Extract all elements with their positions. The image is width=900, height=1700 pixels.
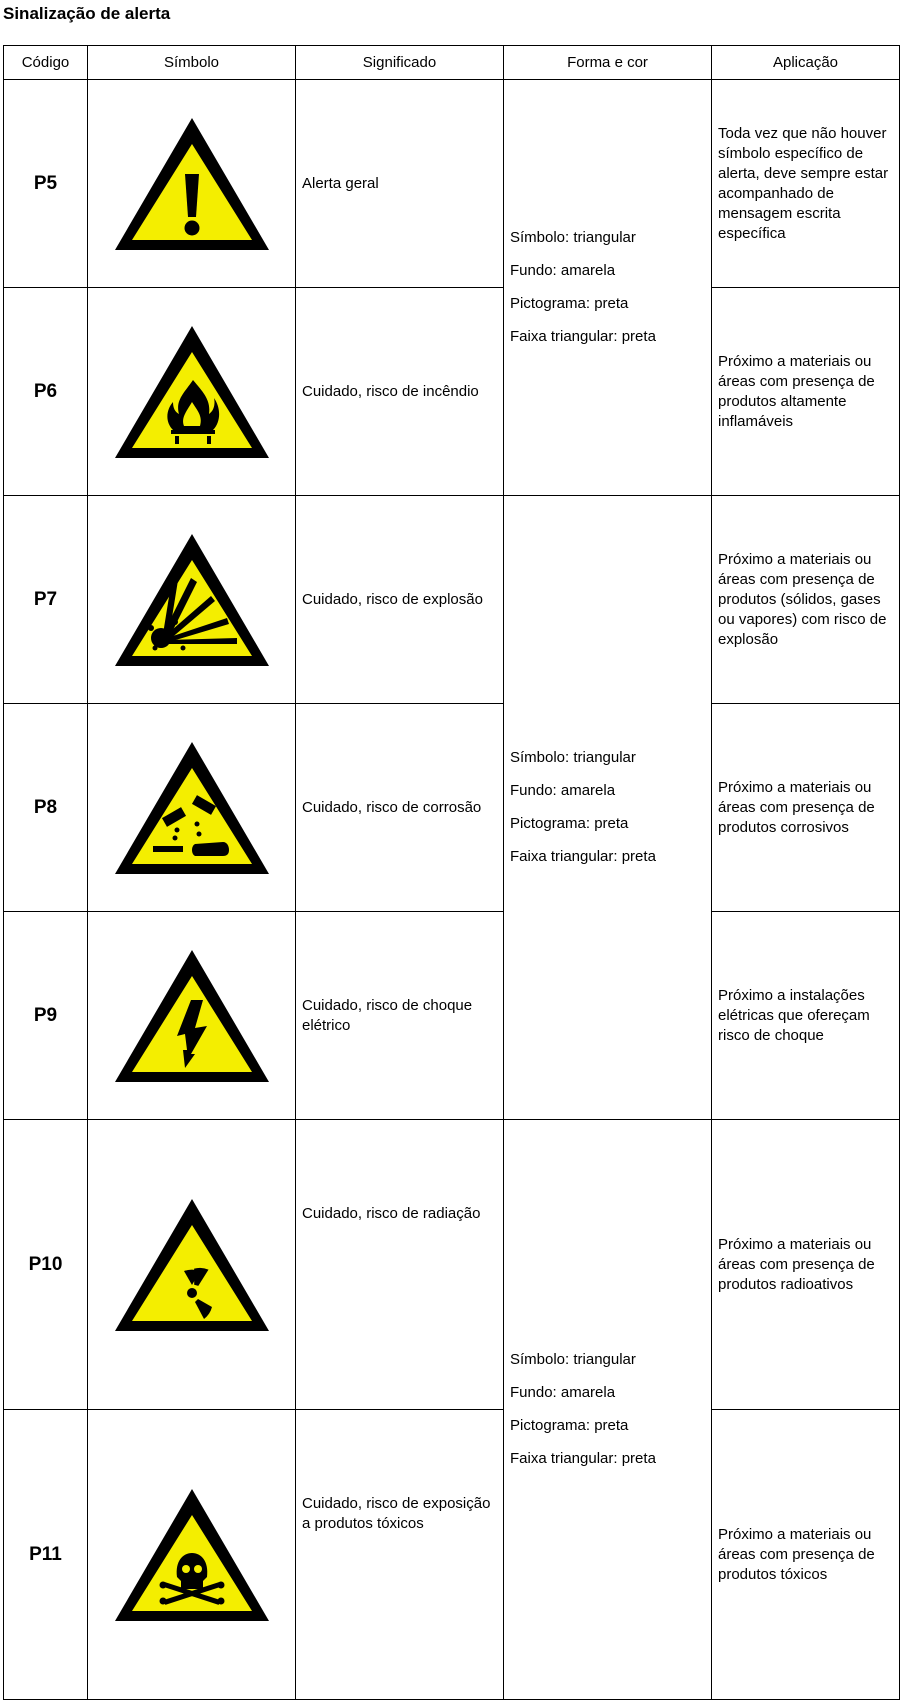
table-row	[4, 80, 900, 288]
sign-application: Próximo a materiais ou áreas com presença de produtos radioativos	[712, 1120, 900, 1410]
form-line: Pictograma: preta	[510, 295, 629, 312]
sign-meaning: Cuidado, risco de radiação	[296, 1120, 504, 1410]
sign-code: P8	[4, 704, 88, 912]
sign-symbol-cell	[88, 288, 296, 496]
sign-symbol-cell	[88, 704, 296, 912]
sign-symbol-cell	[88, 1410, 296, 1700]
sign-meaning: Cuidado, risco de choque elétrico	[296, 912, 504, 1120]
header-symbol: Símbolo	[88, 46, 296, 80]
form-line: Símbolo: triangular	[510, 229, 636, 246]
form-line: Símbolo: triangular	[510, 749, 636, 766]
form-line: Faixa triangular: preta	[510, 848, 656, 865]
header-meaning: Significado	[296, 46, 504, 80]
header-row	[4, 46, 900, 80]
sign-symbol-cell	[88, 496, 296, 704]
lightning-bolt-icon	[111, 946, 273, 1086]
form-line: Faixa triangular: preta	[510, 328, 656, 345]
sign-meaning: Cuidado, risco de incêndio	[296, 288, 504, 496]
alert-signs-table	[3, 45, 900, 1700]
sign-application: Próximo a materiais ou áreas com presença de produtos corrosivos	[712, 704, 900, 912]
form-line: Fundo: amarela	[510, 1384, 616, 1401]
sign-symbol-cell	[88, 912, 296, 1120]
form-line: Fundo: amarela	[510, 262, 616, 279]
explosion-icon	[111, 530, 273, 670]
table-row	[4, 288, 900, 496]
radiation-icon	[111, 1195, 273, 1335]
form-color-cell	[504, 496, 712, 1120]
header-application: Aplicação	[712, 46, 900, 80]
header-form: Forma e cor	[504, 46, 712, 80]
skull-crossbones-icon	[111, 1485, 273, 1625]
sign-code: P6	[4, 288, 88, 496]
sign-application: Toda vez que não houver símbolo específico de alerta, deve sempre estar acompanhado de mensagem escrita específica	[712, 80, 900, 288]
sign-meaning: Cuidado, risco de explosão	[296, 496, 504, 704]
sign-application: Próximo a materiais ou áreas com presença de produtos tóxicos	[712, 1410, 900, 1700]
form-line: Pictograma: preta	[510, 815, 629, 832]
sign-code: P11	[4, 1410, 88, 1700]
form-line: Fundo: amarela	[510, 782, 616, 799]
exclamation-icon	[111, 114, 273, 254]
form-line: Faixa triangular: preta	[510, 1450, 656, 1467]
table-row	[4, 1410, 900, 1700]
table-row	[4, 704, 900, 912]
sign-meaning: Alerta geral	[296, 80, 504, 288]
sign-application: Próximo a materiais ou áreas com presença de produtos altamente inflamáveis	[712, 288, 900, 496]
sign-application: Próximo a instalações elétricas que ofereçam risco de choque	[712, 912, 900, 1120]
form-line: Símbolo: triangular	[510, 1351, 636, 1368]
form-line: Pictograma: preta	[510, 1417, 629, 1434]
table-row	[4, 912, 900, 1120]
form-color-cell	[504, 80, 712, 496]
sign-symbol-cell	[88, 1120, 296, 1410]
sign-code: P7	[4, 496, 88, 704]
header-code: Código	[4, 46, 88, 80]
sign-meaning: Cuidado, risco de exposição a produtos tóxicos	[296, 1410, 504, 1700]
sign-meaning: Cuidado, risco de corrosão	[296, 704, 504, 912]
sign-code: P10	[4, 1120, 88, 1410]
sign-code: P9	[4, 912, 88, 1120]
table-row	[4, 496, 900, 704]
corrosion-icon	[111, 738, 273, 878]
sign-application: Próximo a materiais ou áreas com presença de produtos (sólidos, gases ou vapores) com risco de explosão	[712, 496, 900, 704]
table-row	[4, 1120, 900, 1410]
form-color-cell	[504, 1120, 712, 1700]
page-title: Sinalização de alerta	[3, 4, 171, 23]
sign-symbol-cell	[88, 80, 296, 288]
flame-icon	[111, 322, 273, 462]
sign-code: P5	[4, 80, 88, 288]
